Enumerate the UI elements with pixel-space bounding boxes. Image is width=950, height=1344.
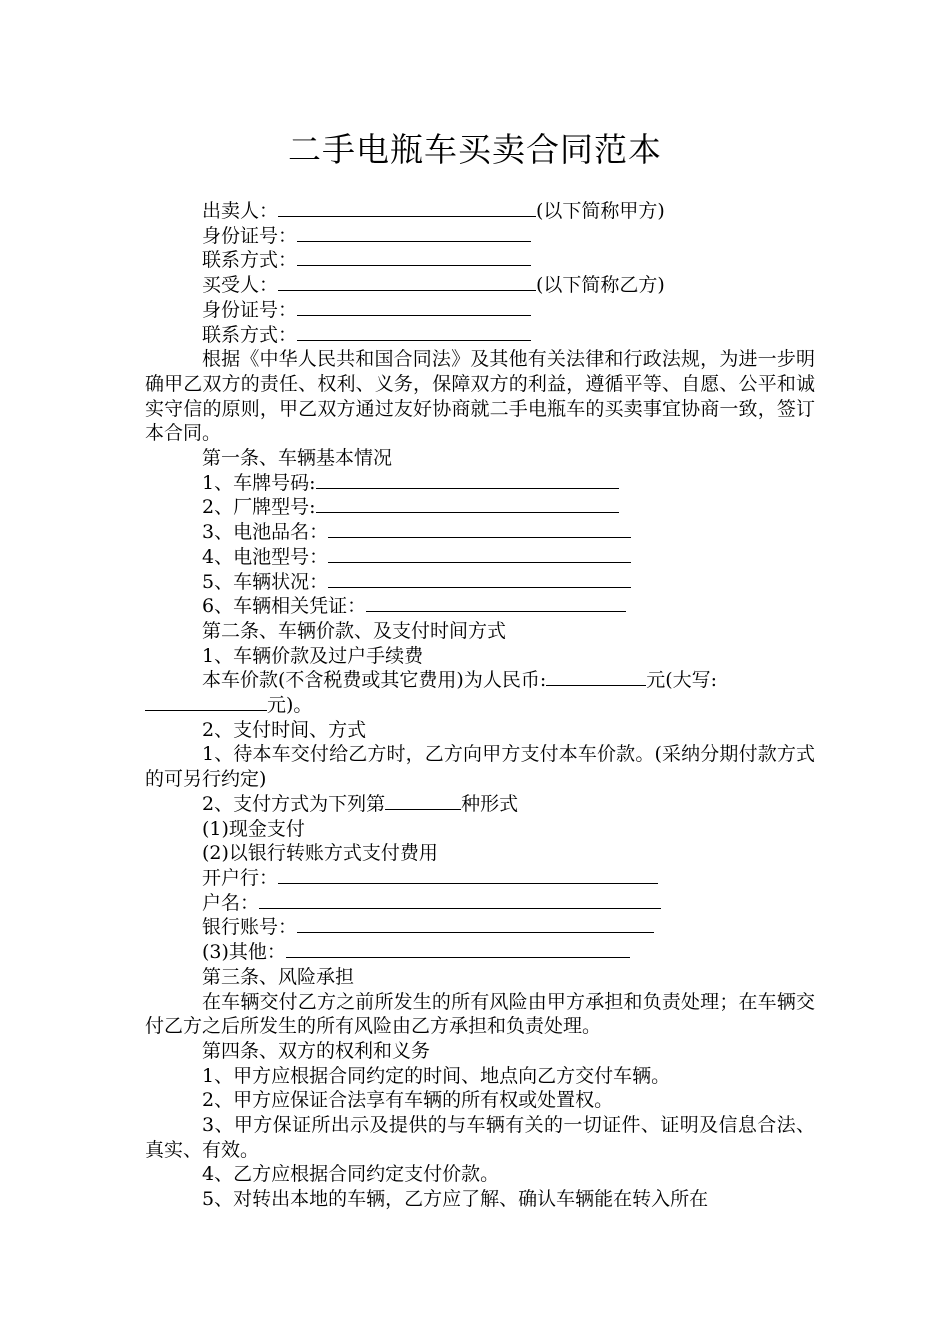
vehicle-condition-blank[interactable] <box>328 570 631 588</box>
buyer-contact-label: 联系方式： <box>202 323 298 346</box>
account-number-line <box>145 915 815 940</box>
article1-item-4 <box>145 545 815 570</box>
battery-model-label: 4、电池型号： <box>202 545 329 568</box>
price-line-2 <box>145 693 815 718</box>
buyer-id-blank[interactable] <box>297 298 531 316</box>
article1-item-3 <box>145 520 815 545</box>
bank-label: 开户行： <box>202 866 279 889</box>
article3-text: 在车辆交付乙方之前所发生的所有风险由甲方承担和负责处理；在车辆交付乙方之后所发生的所有风险由乙方承担和负责处理。 <box>145 990 815 1038</box>
buyer-id-label: 身份证号： <box>202 298 298 321</box>
buyer-contact-line <box>145 323 815 348</box>
article4-item-3: 3、甲方保证所出示及提供的与车辆有关的一切证件、证明及信息合法、真实、有效。 <box>145 1114 815 1161</box>
article4-item-4: 4、乙方应根据合同约定支付价款。 <box>202 1163 500 1186</box>
account-name-blank[interactable] <box>259 891 661 909</box>
battery-name-label: 3、电池品名： <box>202 521 329 544</box>
payment-method-line <box>145 792 815 817</box>
article2-sub2: 2、支付时间、方式 <box>202 718 367 741</box>
article1-heading: 第一条、车辆基本情况 <box>202 447 393 470</box>
seller-contact-label: 联系方式： <box>202 249 298 272</box>
payment-method-blank[interactable] <box>385 792 461 810</box>
other-blank[interactable] <box>286 940 630 958</box>
buyer-contact-blank[interactable] <box>297 323 531 341</box>
payment-option-other <box>145 940 815 965</box>
seller-id-blank[interactable] <box>297 224 531 242</box>
vehicle-condition-label: 5、车辆状况： <box>202 570 329 593</box>
price-prefix: 本车价款(不含税费或其它费用)为人民币: <box>202 669 547 692</box>
price-suffix: 元)。 <box>267 694 313 717</box>
seller-id-line <box>145 224 815 249</box>
battery-model-blank[interactable] <box>328 545 631 563</box>
contract-body <box>145 199 815 1212</box>
article1-item-5 <box>145 570 815 595</box>
preamble: 根据《中华人民共和国合同法》及其他有关法律和行政法规，为进一步明确甲乙双方的责任、权利、义务，保障双方的利益，遵循平等、自愿、公平和诚实守信的原则，甲乙双方通过友好协商就二手电瓶车的买卖事宜协商一致，签订本合同。 <box>145 348 815 445</box>
payment-method-suffix: 种形式 <box>461 792 519 815</box>
article2-heading: 第二条、车辆价款、及支付时间方式 <box>202 619 507 642</box>
article4-item-2: 2、甲方应保证合法享有车辆的所有权或处置权。 <box>202 1089 614 1112</box>
seller-id-label: 身份证号： <box>202 224 298 247</box>
buyer-line <box>145 273 815 298</box>
buyer-suffix: (以下简称乙方) <box>536 274 665 297</box>
price-uppercase-blank[interactable] <box>145 693 267 711</box>
payment-method-prefix: 2、支付方式为下列第 <box>202 792 386 815</box>
seller-name-blank[interactable] <box>278 199 536 217</box>
payment-option-bank: (2)以银行转账方式支付费用 <box>202 842 438 865</box>
vehicle-documents-blank[interactable] <box>366 594 626 612</box>
article1-item-6 <box>145 594 815 619</box>
price-amount-blank[interactable] <box>546 668 646 686</box>
article1-item-1 <box>145 471 815 496</box>
article2-sub1: 1、车辆价款及过户手续费 <box>202 644 424 667</box>
vehicle-documents-label: 6、车辆相关凭证： <box>202 595 367 618</box>
brand-model-blank[interactable] <box>316 495 619 513</box>
price-mid: 元(大写: <box>646 669 718 692</box>
page-title: 二手电瓶车买卖合同范本 <box>288 130 662 169</box>
payment-option-cash: (1)现金支付 <box>202 817 305 840</box>
seller-suffix: (以下简称甲方) <box>536 200 665 222</box>
buyer-label: 买受人： <box>202 274 279 297</box>
account-name-line <box>145 891 815 916</box>
account-number-label: 银行账号： <box>202 916 298 939</box>
article1-item-2 <box>145 495 815 520</box>
brand-model-label: 2、厂牌型号: <box>202 496 316 519</box>
article3-heading: 第三条、风险承担 <box>202 965 355 988</box>
battery-name-blank[interactable] <box>328 520 631 538</box>
plate-number-blank[interactable] <box>316 471 619 489</box>
buyer-id-line <box>145 298 815 323</box>
payment-time: 1、待本车交付给乙方时，乙方向甲方支付本车价款。(采纳分期付款方式的可另行约定) <box>145 743 815 791</box>
bank-blank[interactable] <box>278 866 658 884</box>
article4-item-5: 5、对转出本地的车辆，乙方应了解、确认车辆能在转入所在 <box>202 1188 709 1211</box>
account-number-blank[interactable] <box>297 915 654 933</box>
bank-line <box>145 866 815 891</box>
seller-label: 出卖人： <box>202 200 279 222</box>
seller-line <box>145 199 815 224</box>
price-line <box>145 668 815 693</box>
article4-heading: 第四条、双方的权利和义务 <box>202 1039 431 1062</box>
other-label: (3)其他： <box>202 941 286 964</box>
buyer-name-blank[interactable] <box>278 273 536 291</box>
seller-contact-blank[interactable] <box>297 248 531 266</box>
plate-number-label: 1、车牌号码: <box>202 471 316 494</box>
account-name-label: 户名： <box>202 891 260 914</box>
seller-contact-line <box>145 248 815 273</box>
article4-item-1: 1、甲方应根据合同约定的时间、地点向乙方交付车辆。 <box>202 1064 671 1087</box>
